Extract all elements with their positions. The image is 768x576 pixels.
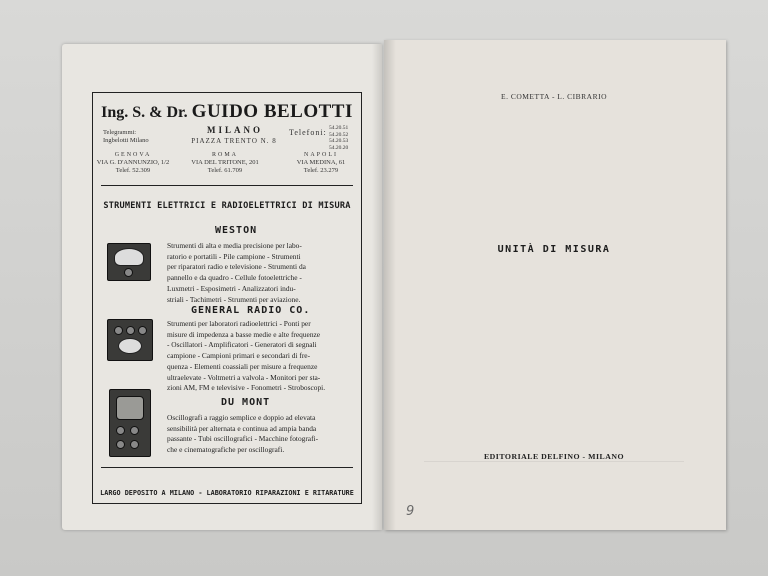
desc-line: misure di impedenza a basse medie e alte frequenze [167,329,321,339]
branch-address: VIA DEL TRITONE, 201 [191,159,259,166]
branch-city: ROMA [211,152,238,158]
main-address: PIAZZA TRENTO N. 8 [191,137,277,145]
firm-title [93,101,361,123]
faint-rule [424,461,684,462]
desc-line: Strumenti di alta e media precisione per labo- [167,241,302,250]
phone-number: 54.20.52 [329,131,349,138]
desc-line: quenza - Elementi coassiali per misure a frequenze [167,361,318,371]
desc-line: - Oscillatori - Amplificatori - Generatori di segnali [167,340,317,350]
desc-line: campione - Campioni primari e secondari di fre- [167,351,311,361]
branch-address: VIA MEDINA, 61 [296,159,346,166]
telegrams-value: Ingbelotti Milano [103,137,149,144]
book-title: UNITÀ DI MISURA [497,244,611,255]
desc-line: pannello e da quadro - Cellule fotoelettriche - [167,273,302,283]
screen-icon [116,396,144,420]
desc-line: sensibilità per alternata e continua ad ampia banda [167,423,317,433]
meter-image [107,243,151,281]
phone-list [329,125,359,151]
knob-icon [130,426,139,435]
telegrams-label: Telegrammi: [103,129,137,136]
divider-rule [101,467,353,468]
firm-prefix: Ing. S. & Dr. [101,104,188,121]
desc-line: passante - Tubi oscillografici - Macchine fotografi- [167,434,319,444]
pencil-mark: 9 [406,504,415,519]
meter-dial-icon [114,248,144,266]
publisher: EDITORIALE DELFINO - MILANO [483,452,625,461]
divider-rule [101,185,353,186]
main-city: MILANO [207,125,263,135]
bridge-instrument-image [107,319,153,361]
firm-name: GUIDO BELOTTI [191,101,353,122]
left-page [62,44,382,530]
branch-phone: Telef. 61.709 [207,167,243,174]
desc-line: Oscillografi a raggio semplice e doppio ad elevata [167,413,316,422]
telegrams-block [103,129,173,145]
branch-genova [93,151,173,175]
oscillograph-image [109,389,151,457]
advertisement-frame [92,92,362,504]
right-page [384,40,726,530]
general-radio-description [167,319,361,394]
authors: E. COMETTA - L. CIBRARIO [501,92,607,101]
knob-icon [126,326,135,335]
desc-line: striali - Tachimetri - Strumenti per aviazione. [167,294,301,304]
branch-phone: Telef. 52.309 [115,167,151,174]
weston-description [167,241,357,305]
branch-city: GENOVA [114,152,152,158]
du-mont-description [167,413,361,456]
knob-icon [124,268,133,277]
branch-phone: Telef. 23.279 [303,167,339,174]
knob-icon [114,326,123,335]
knob-icon [130,440,139,449]
knob-icon [116,440,125,449]
knob-icon [116,426,125,435]
branch-napoli [281,151,361,175]
desc-line: che e cinematografiche per oscillografi. [167,445,285,455]
brand-general-radio: GENERAL RADIO CO. [191,305,311,316]
ad-footer: LARGO DEPOSITO A MILANO - LABORATORIO RIPARAZIONI E RITARATURE [100,489,354,497]
phones-label: Telefoni: [289,128,327,137]
brand-du-mont: DU MONT [221,397,271,408]
section-title: STRUMENTI ELETTRICI E RADIOELETTRICI DI MISURA [103,201,351,211]
advertiser-header [93,93,361,231]
desc-line: Luxmetri - Esposimetri - Analizzatori indu- [167,283,296,293]
page-gutter-shadow [384,40,396,530]
branch-city: NAPOLI [304,152,338,158]
desc-line: per riparatori radio e televisione - Strumenti da [167,262,306,272]
knob-icon [138,326,147,335]
phone-number: 54.20.51 [329,125,349,131]
brand-weston: WESTON [215,225,258,236]
page-gutter-shadow [372,44,382,530]
phone-number: 54.20.53 [329,138,349,144]
branch-address: VIA G. D'ANNUNZIO, 1/2 [96,159,170,166]
desc-line: ratorio e portatili - Pile campione - Strumenti [167,251,301,261]
dial-icon [118,338,142,354]
desc-line: ultraelevate - Voltmetri a valvola - Monitori per sta- [167,372,321,382]
desc-line: Strumenti per laboratori radioelettrici - Ponti per [167,319,311,328]
branch-roma [185,151,265,175]
phone-number: 54.20.20 [329,144,349,151]
desc-line: zioni AM, FM e televisive - Fonometri - Stroboscopi. [167,383,326,393]
